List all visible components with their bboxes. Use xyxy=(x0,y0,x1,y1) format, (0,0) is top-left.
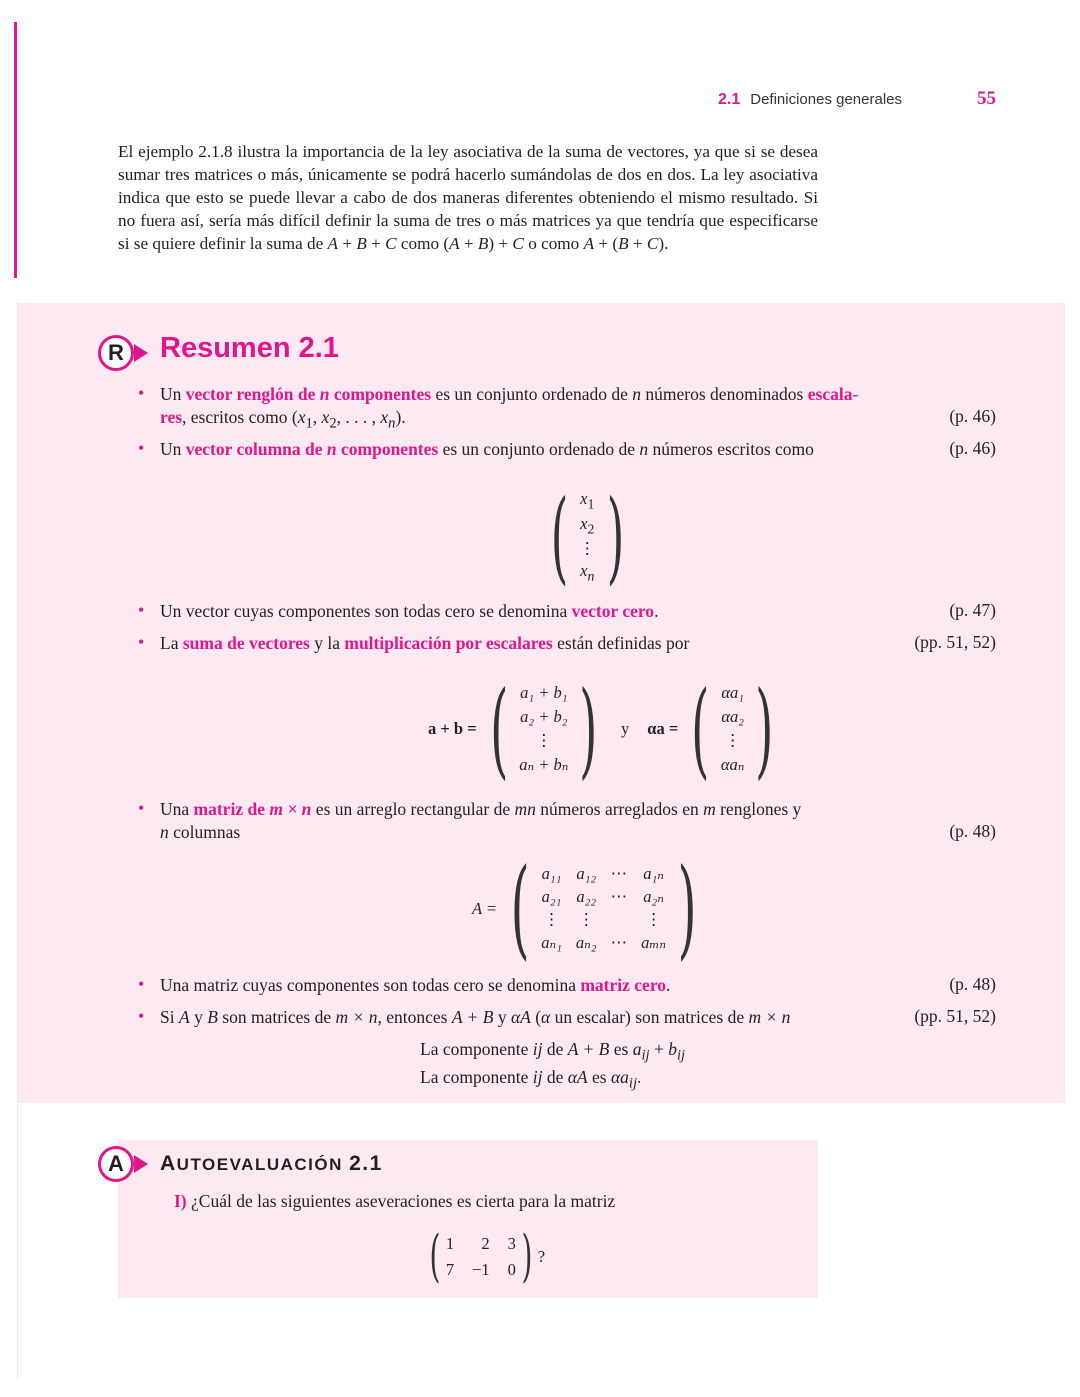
bullet: • xyxy=(138,632,145,652)
margin-accent-bar xyxy=(14,22,17,278)
page-reference: (pp. 51, 52) xyxy=(914,1006,996,1026)
self-assessment-title: AUTOEVALUACIÓN 2.1 xyxy=(160,1152,383,1175)
conjunction-y: y xyxy=(621,719,630,738)
self-assessment-a-icon xyxy=(98,1146,134,1182)
summary-icon xyxy=(98,335,148,371)
scalar-mult-lhs: αa = xyxy=(647,719,679,738)
vector-sum-lhs: a + b = xyxy=(428,719,477,738)
summary-item-matrix-operations: Si A y B son matrices de m × n, entonces A + B y αA (α un escalar) son matrices de m × n xyxy=(160,1007,791,1027)
bullet: • xyxy=(138,974,145,994)
summary-item-matrix: Una matriz de m × n es un arreglo rectangular de mn números arreglados en m renglones y n columnas xyxy=(160,799,802,842)
self-assessment-icon-letter: A xyxy=(108,1151,124,1176)
header-section-title: Definiciones generales xyxy=(750,91,902,108)
page-number: 55 xyxy=(977,88,996,109)
summary-r-icon xyxy=(98,335,134,371)
summary-item-vector-operations: La suma de vectores y la multiplicación por escalares están definidas por xyxy=(160,633,690,653)
vector-sum-equation: a + b = ( a₁ + b₁ a₂ + b₂ ⋮ aₙ + bₙ ) y αa = ( αa₁ αa₂ ⋮ αaₙ ) xyxy=(428,668,774,790)
arrow-icon xyxy=(134,344,148,362)
matrix-A: A = ( a₁₁ a₁₂ ⋯ a₁ₙ a₂₁ a₂₂ ⋯ a₂ₙ ⋮ ⋮ ⋮ aₙ₁ aₙ₂ ⋯ aₘₙ ) xyxy=(472,846,697,971)
page-reference: (p. 46) xyxy=(949,406,996,426)
component-scalar-line: La componente ij de αA es $\alpha a_{ij}$. xyxy=(420,1067,642,1092)
matrix-A-lhs: A = xyxy=(472,898,498,918)
bullet: • xyxy=(138,600,145,620)
summary-item-column-vector: Un vector columna de n componentes es un conjunto ordenado de n números escritos como xyxy=(160,439,814,459)
page-reference: (p. 47) xyxy=(949,600,996,620)
question-1: I) ¿Cuál de las siguientes aseveraciones es cierta para la matriz xyxy=(174,1191,616,1211)
summary-icon-letter: R xyxy=(108,340,124,365)
bullet: • xyxy=(138,1006,145,1026)
summary-title: Resumen 2.1 xyxy=(160,332,339,364)
header-section-number: 2.1 xyxy=(717,91,741,108)
summary-item-zero-vector: Un vector cuyas componentes son todas cero se denomina vector cero. xyxy=(160,601,659,621)
page-reference: (pp. 51, 52) xyxy=(914,632,996,652)
arrow-icon xyxy=(134,1155,148,1173)
column-vector-x: ( $x_1$ $x_2$ ⋮ $x_n$ ) xyxy=(550,478,624,595)
self-assessment-icon xyxy=(98,1146,148,1182)
question-matrix: ( 1 2 3 7 −1 0 ) ? xyxy=(429,1224,546,1289)
bullet: • xyxy=(138,798,145,818)
running-header xyxy=(718,88,996,110)
page-reference: (p. 48) xyxy=(949,821,996,841)
summary-item-zero-matrix: Una matriz cuyas componentes son todas cero se denomina matriz cero. xyxy=(160,975,671,995)
intro-paragraph: El ejemplo 2.1.8 ilustra la importancia de la ley asociativa de la suma de vectores, ya que si se desea sumar tres matrices o más, únicamente se podrá hacerlo sumándolas de dos en dos. La ley asociativa indica que esto se puede llevar a cabo de dos maneras diferentes obteniendo el mismo resultado. Si no fuera así, sería más difícil definir la suma de tres o más matrices ya que tendría que especificarse si se quiere definir la suma de A + B + C como (A + B) + C o como A + (B + C). xyxy=(118,142,818,253)
question-label: I) xyxy=(174,1191,187,1211)
page-reference: (p. 48) xyxy=(949,974,996,994)
bullet: • xyxy=(138,438,145,458)
question-mark: ? xyxy=(537,1246,546,1266)
page-reference: (p. 46) xyxy=(949,438,996,458)
bullet: • xyxy=(138,383,145,403)
summary-item-row-vector: Un vector renglón de n componentes es un conjunto ordenado de n números denominados escala- res, escritos como ($x_1$, $x_2$, . . . , $x_n$). xyxy=(160,384,859,432)
component-sum-line: La componente ij de A + B es $a_{ij} + b_{ij}$ xyxy=(420,1039,686,1064)
